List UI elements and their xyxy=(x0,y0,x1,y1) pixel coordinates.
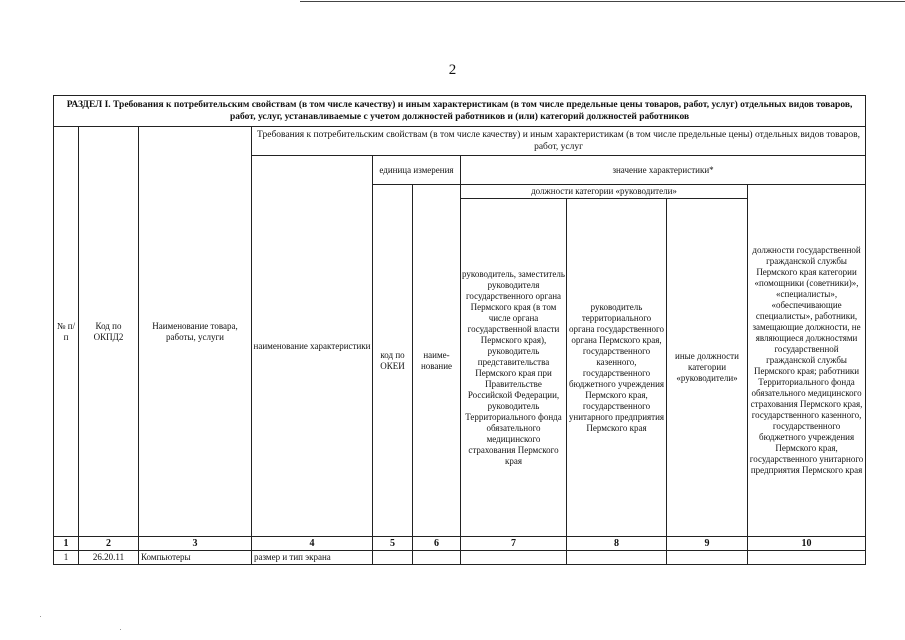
row-okei-code xyxy=(373,551,413,565)
scan-speck xyxy=(120,629,121,630)
row-value-col9 xyxy=(667,551,748,565)
row-value-col7 xyxy=(461,551,567,565)
column-number: 4 xyxy=(252,537,373,551)
row-num: 1 xyxy=(54,551,79,565)
header-requirements: Требования к потребительским свойствам (в том числе качеству) и иным характеристикам (в том числе предельные цены) отдельных видов товаров, работ, услуг xyxy=(252,127,866,156)
table-row xyxy=(54,551,866,565)
column-number-row xyxy=(54,537,866,551)
header-col10-positions: должности государственной гражданской службы Пермского края категории «помощники (советники)», «специалисты», «обеспечивающие специалисты», работники, замещающие должности, не являющиеся должностями государственной гражданской службы Пермского края; работники Территориального фонда обязательного медицинского страхования Пермского края, государственного казенного, государственного бюджетного учреждения Пермского края, государственного унитарного предприятия Пермского края xyxy=(748,185,866,537)
row-value-col10 xyxy=(748,551,866,565)
row-unit-name xyxy=(413,551,461,565)
page-number: 2 xyxy=(448,62,457,78)
header-characteristic-name: наименование характеристики xyxy=(252,156,373,537)
header-okpd-code: Код по ОКПД2 xyxy=(79,127,139,537)
column-number: 6 xyxy=(413,537,461,551)
column-number: 5 xyxy=(373,537,413,551)
row-value-col8 xyxy=(567,551,667,565)
row-characteristic: размер и тип экрана xyxy=(252,551,373,565)
header-col9-positions: иные должности категории «руководители» xyxy=(667,199,748,537)
header-num: № п/п xyxy=(54,127,79,537)
column-number: 8 xyxy=(567,537,667,551)
requirements-table xyxy=(53,95,866,565)
column-number: 2 xyxy=(79,537,139,551)
column-number: 7 xyxy=(461,537,567,551)
section-title: РАЗДЕЛ I. Требования к потребительским свойствам (в том числе качеству) и иным характеристикам (в том числе предельные цены товаров, работ, услуг) отдельных видов товаров, работ, услуг, устанавливаемые с учетом должностей работников и (или) категорий должностей работников xyxy=(54,96,866,127)
column-number: 10 xyxy=(748,537,866,551)
column-number: 1 xyxy=(54,537,79,551)
row-okpd-code: 26.20.11 xyxy=(79,551,139,565)
header-product-name: Наименование товара, работы, услуги xyxy=(139,127,252,537)
header-unit-name: наиме-нование xyxy=(413,185,461,537)
header-col8-positions: руководитель территориального органа государственного органа Пермского края, государственного казенного, государственного бюджетного учреждения Пермского края, государственного унитарного предприятия Пермского края xyxy=(567,199,667,537)
top-rule xyxy=(300,1,905,2)
requirements-table-wrapper xyxy=(53,95,865,565)
header-unit-code: код по ОКЕИ xyxy=(373,185,413,537)
header-unit: единица измерения xyxy=(373,156,461,185)
header-characteristic-value: значение характеристики* xyxy=(461,156,866,185)
scan-speck xyxy=(40,616,41,617)
header-managers-category: должности категории «руководители» xyxy=(461,185,748,199)
header-col7-positions: руководитель, заместитель руководителя государственного органа Пермского края (в том числе органа государственной власти Пермского края), руководитель представительства Пермского края при Правительстве Российской Федерации, руководитель Территориального фонда обязательного медицинского страхования Пермского края xyxy=(461,199,567,537)
column-number: 3 xyxy=(139,537,252,551)
column-number: 9 xyxy=(667,537,748,551)
row-product-name: Компьютеры xyxy=(139,551,252,565)
